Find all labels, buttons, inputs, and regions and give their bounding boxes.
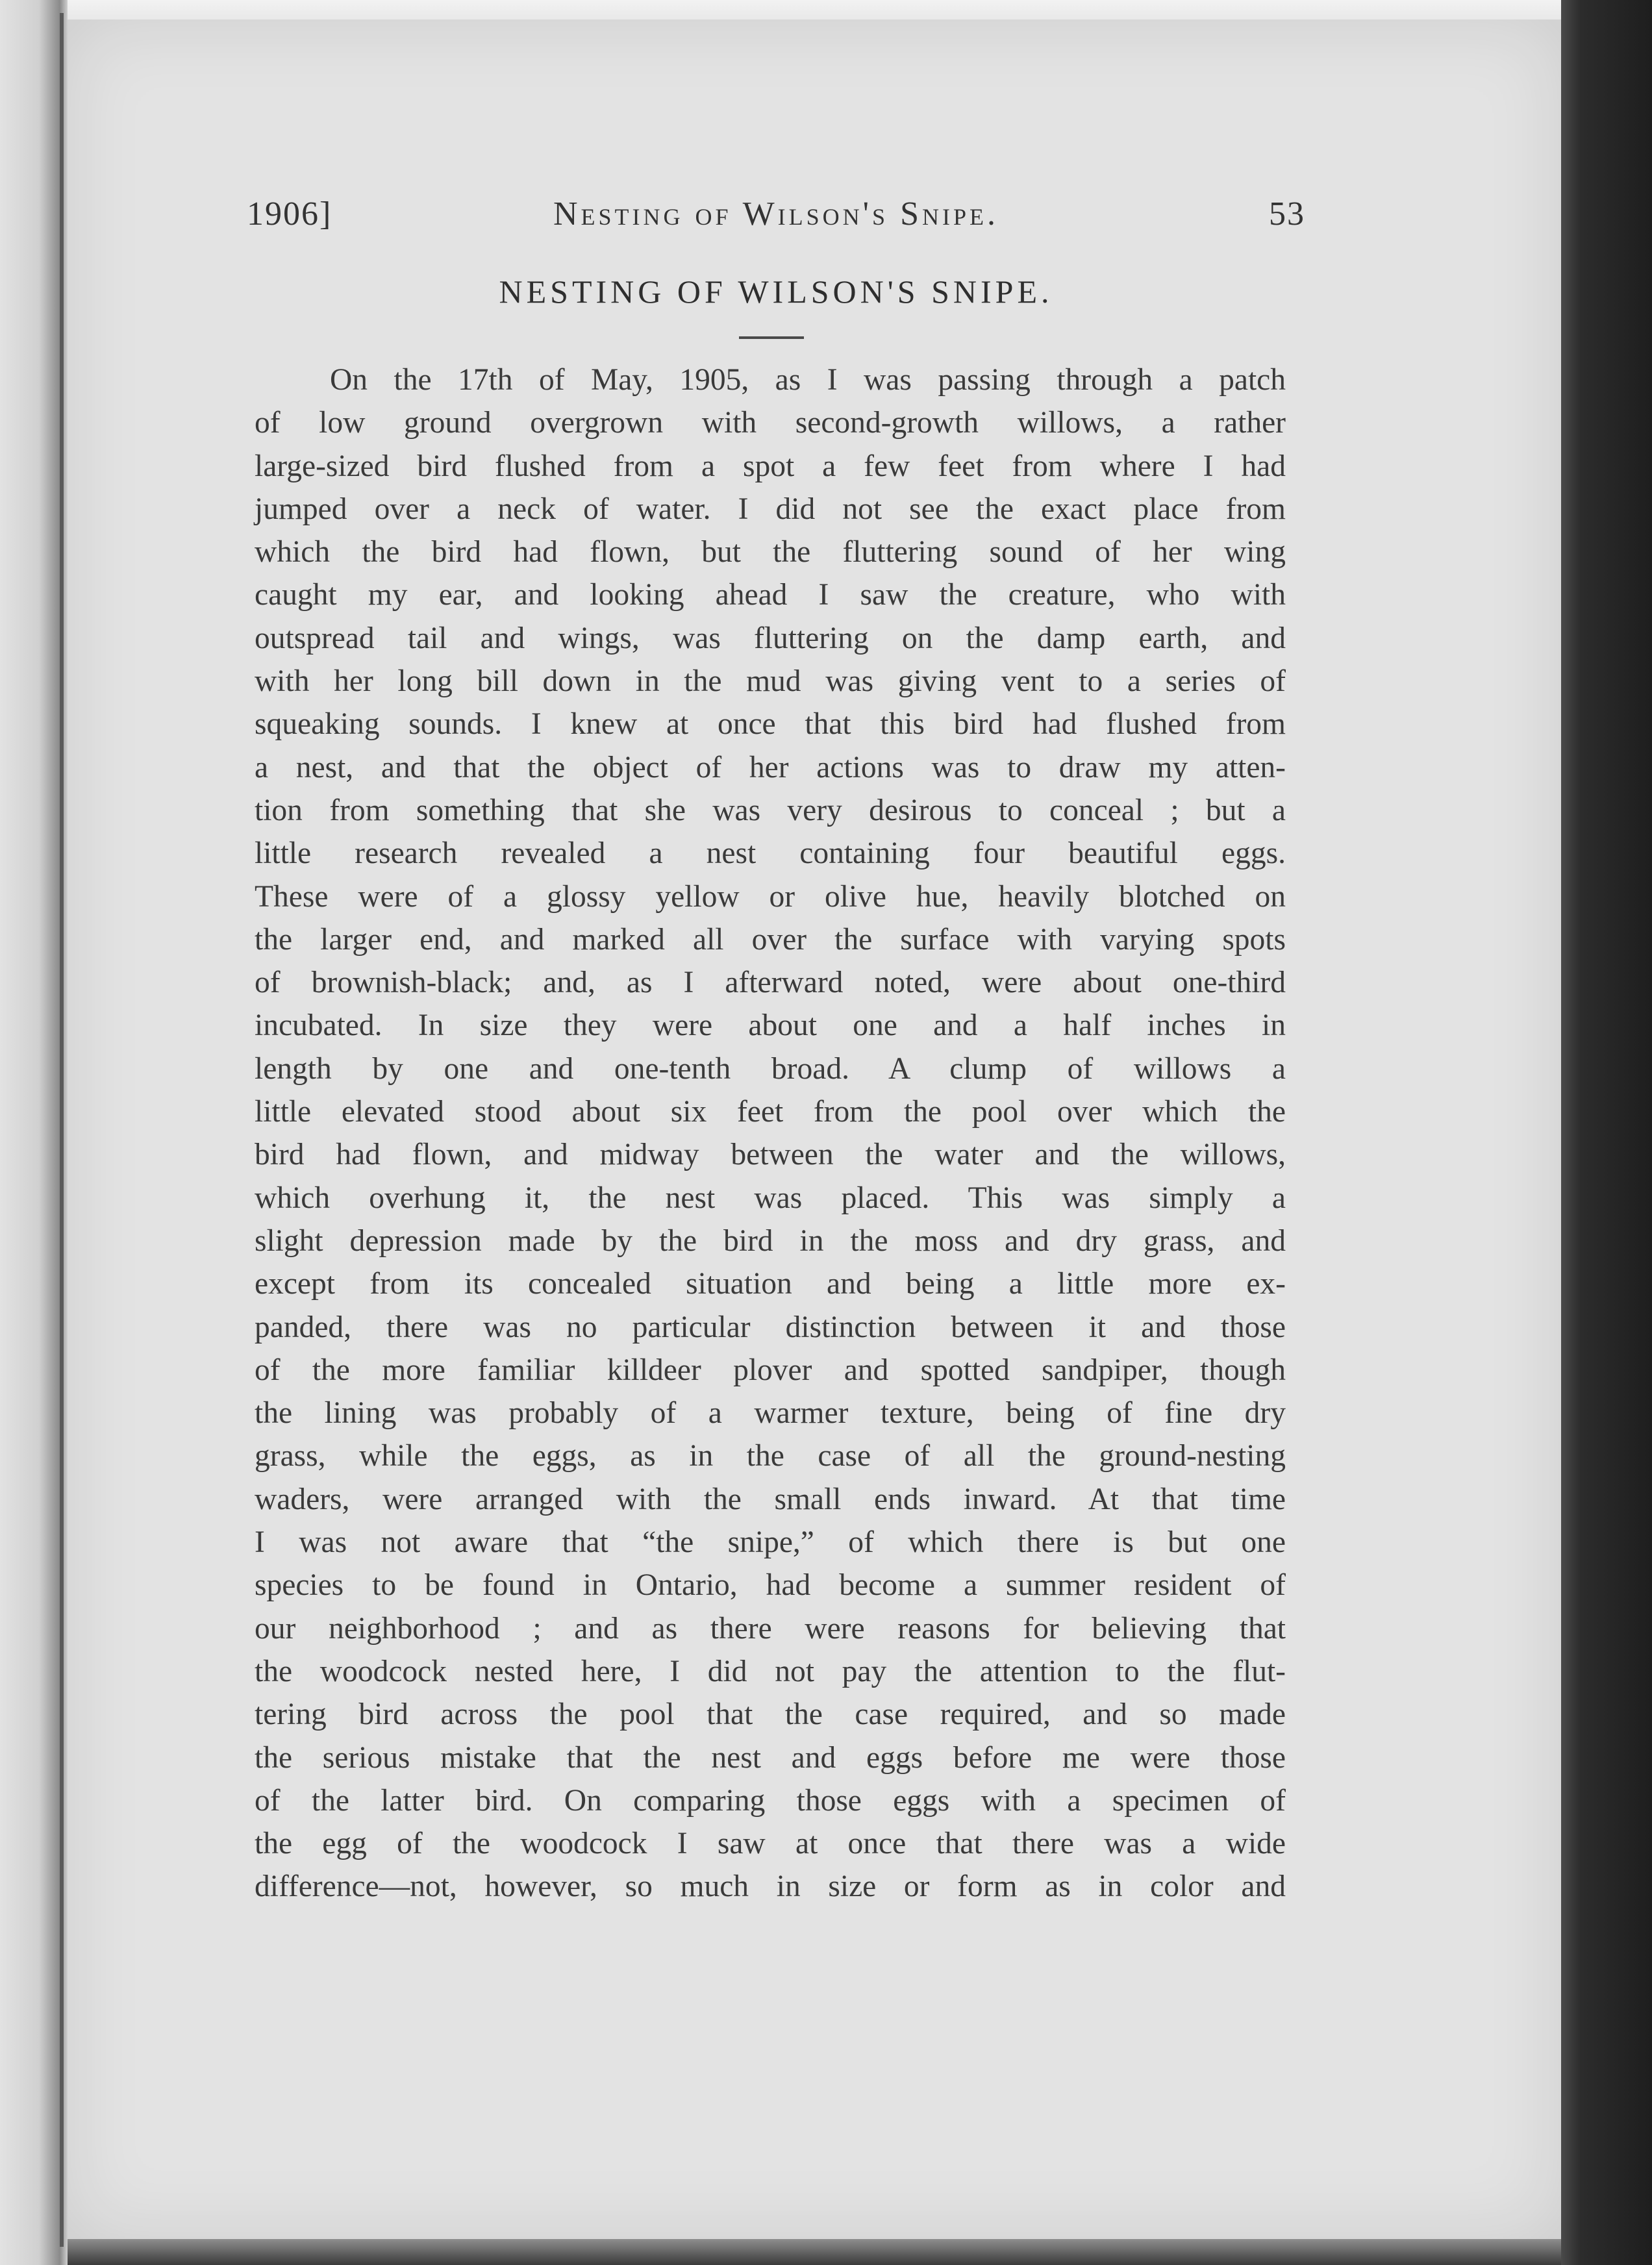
body-line: the lining was probably of a warmer texture, being of fine dry <box>255 1396 1286 1431</box>
page-number: 53 <box>1269 195 1305 232</box>
running-head-year: 1906] <box>247 195 332 232</box>
body-line: panded, there was no particular distinction between it and those <box>255 1310 1286 1344</box>
body-line: These were of a glossy yellow or olive hue, heavily blotched on <box>255 879 1286 914</box>
body-line: which the bird had flown, but the fluttering sound of her wing <box>255 535 1286 569</box>
running-head-title: Nesting of Wilson's Snipe. <box>553 195 999 232</box>
body-line: a nest, and that the object of her actions was to draw my atten- <box>255 750 1286 784</box>
body-line: length by one and one-tenth broad. A clump of willows a <box>255 1051 1286 1086</box>
body-line: difference—not, however, so much in size or form as in color and <box>255 1870 1286 1904</box>
body-line: of the more familiar killdeer plover and spotted sandpiper, though <box>255 1353 1286 1387</box>
article-title: NESTING OF WILSON'S SNIPE. <box>499 273 1053 310</box>
body-line: large-sized bird flushed from a spot a few feet from where I had <box>255 449 1286 483</box>
article-body <box>255 358 1286 1908</box>
body-line: the woodcock nested here, I did not pay the attention to the flut- <box>255 1654 1286 1688</box>
running-head <box>247 195 1305 240</box>
body-line: waders, were arranged with the small ends inward. At that time <box>255 1482 1286 1516</box>
binding-edge <box>60 13 64 2247</box>
body-line: our neighborhood ; and as there were reasons for believing that <box>255 1611 1286 1646</box>
body-line: tion from something that she was very desirous to conceal ; but a <box>255 793 1286 827</box>
body-line: which overhung it, the nest was placed. This was simply a <box>255 1181 1286 1215</box>
body-line: bird had flown, and midway between the water and the willows, <box>255 1138 1286 1172</box>
body-line: the serious mistake that the nest and eggs before me were those <box>255 1740 1286 1775</box>
body-line: incubated. In size they were about one and a half inches in <box>255 1008 1286 1043</box>
body-line: outspread tail and wings, was fluttering on the damp earth, and <box>255 621 1286 655</box>
body-line: On the 17th of May, 1905, as I was passing through a patch <box>330 363 1286 397</box>
title-rule <box>739 336 804 339</box>
body-line: the larger end, and marked all over the surface with varying spots <box>255 922 1286 957</box>
body-line: tering bird across the pool that the case required, and so made <box>255 1697 1286 1732</box>
body-line: grass, while the eggs, as in the case of all the ground-nesting <box>255 1439 1286 1473</box>
body-line: I was not aware that “the snipe,” of which there is but one <box>255 1525 1286 1560</box>
body-line: except from its concealed situation and being a little more ex- <box>255 1267 1286 1301</box>
body-line: of the latter bird. On comparing those eggs with a specimen of <box>255 1783 1286 1818</box>
body-line: of brownish-black; and, as I afterward noted, were about one-third <box>255 966 1286 1000</box>
body-line: slight depression made by the bird in the moss and dry grass, and <box>255 1223 1286 1258</box>
body-line: squeaking sounds. I knew at once that this bird had flushed from <box>255 707 1286 742</box>
body-line: little elevated stood about six feet from the pool over which the <box>255 1095 1286 1129</box>
film-border-left <box>0 0 68 2265</box>
body-line: caught my ear, and looking ahead I saw the creature, who with <box>255 578 1286 612</box>
body-line: species to be found in Ontario, had become a summer resident of <box>255 1568 1286 1603</box>
film-border-right <box>1561 0 1652 2265</box>
body-line: jumped over a neck of water. I did not see the exact place from <box>255 492 1286 526</box>
body-line: the egg of the woodcock I saw at once that there was a wide <box>255 1827 1286 1861</box>
body-line: with her long bill down in the mud was giving vent to a series of <box>255 664 1286 699</box>
film-border-bottom <box>68 2239 1561 2265</box>
body-line: of low ground overgrown with second-growth willows, a rather <box>255 406 1286 440</box>
body-line: little research revealed a nest containing four beautiful eggs. <box>255 836 1286 871</box>
film-border-top <box>68 0 1561 21</box>
